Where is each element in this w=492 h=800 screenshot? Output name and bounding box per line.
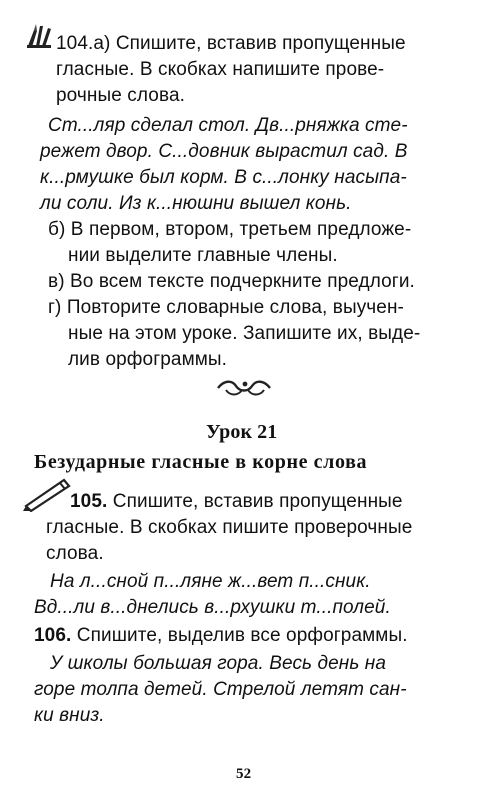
ex105-text-line-2: Вд...ли в...днелись в...рхушки т...полей. bbox=[34, 597, 391, 618]
ex106-text-line-1: У школы большая гора. Весь день на bbox=[50, 653, 387, 674]
ex104-instruction-line-2: гласные. В скобках напишите прове- bbox=[56, 59, 385, 80]
ex106-instruction-line-1 bbox=[34, 624, 408, 648]
lesson-subtitle: Безударные гласные в корне слова bbox=[34, 451, 368, 473]
ex104-task-b-line-2: нии выделите главные члены. bbox=[68, 245, 338, 266]
ex104-task-g-line-2: ные на этом уроке. Запишите их, выде- bbox=[68, 323, 421, 344]
ex104-text-line-3: к...рмушке был корм. В с...лонку насыпа- bbox=[40, 167, 407, 188]
ex104-task-g-line-1: г) Повторите словарные слова, выучен- bbox=[48, 297, 404, 318]
ex105-instruction-line-2: гласные. В скобках пишите проверочные bbox=[46, 517, 413, 538]
ex104-text-line-2: режет двор. С...довник вырастил сад. В bbox=[40, 141, 408, 162]
ex106-text-line-2: горе толпа детей. Стрелой летят сан- bbox=[34, 679, 407, 700]
ornament-divider-icon bbox=[214, 376, 276, 398]
pencil-pen-group-icon bbox=[24, 20, 58, 50]
ex105-instruction-line-1 bbox=[70, 490, 403, 514]
page-number: 52 bbox=[236, 766, 252, 782]
pencil-icon bbox=[20, 476, 72, 512]
ex105-text-line-1: На л...сной п...ляне ж...вет п...сник. bbox=[50, 571, 371, 592]
ex105-number: 105. bbox=[70, 491, 108, 512]
ex105-instruction-rest: Спишите, вставив пропущенные bbox=[107, 491, 403, 512]
ex106-instruction-rest: Спишите, выделив все орфограммы. bbox=[71, 625, 408, 646]
ex106-number: 106. bbox=[34, 625, 72, 646]
ex105-instruction-line-3: слова. bbox=[46, 543, 104, 564]
ex104-task-v-line-1: в) Во всем тексте подчеркните предлоги. bbox=[48, 271, 415, 292]
ex104-instruction-line-1: 104.а) Спишите, вставив пропущенные bbox=[56, 33, 406, 54]
ex104-task-b-line-1: б) В первом, втором, третьем предложе- bbox=[48, 219, 412, 240]
ex104-text-line-4: ли соли. Из к...нюшни вышел конь. bbox=[40, 193, 352, 214]
ex104-instruction-line-3: рочные слова. bbox=[56, 85, 186, 106]
ex106-text-line-3: ки вниз. bbox=[34, 705, 105, 726]
ex104-task-g-line-3: лив орфограммы. bbox=[68, 349, 228, 370]
lesson-title: Урок 21 bbox=[206, 421, 278, 443]
ex104-text-line-1: Ст...ляр сделал стол. Дв...рняжка сте- bbox=[48, 115, 408, 136]
